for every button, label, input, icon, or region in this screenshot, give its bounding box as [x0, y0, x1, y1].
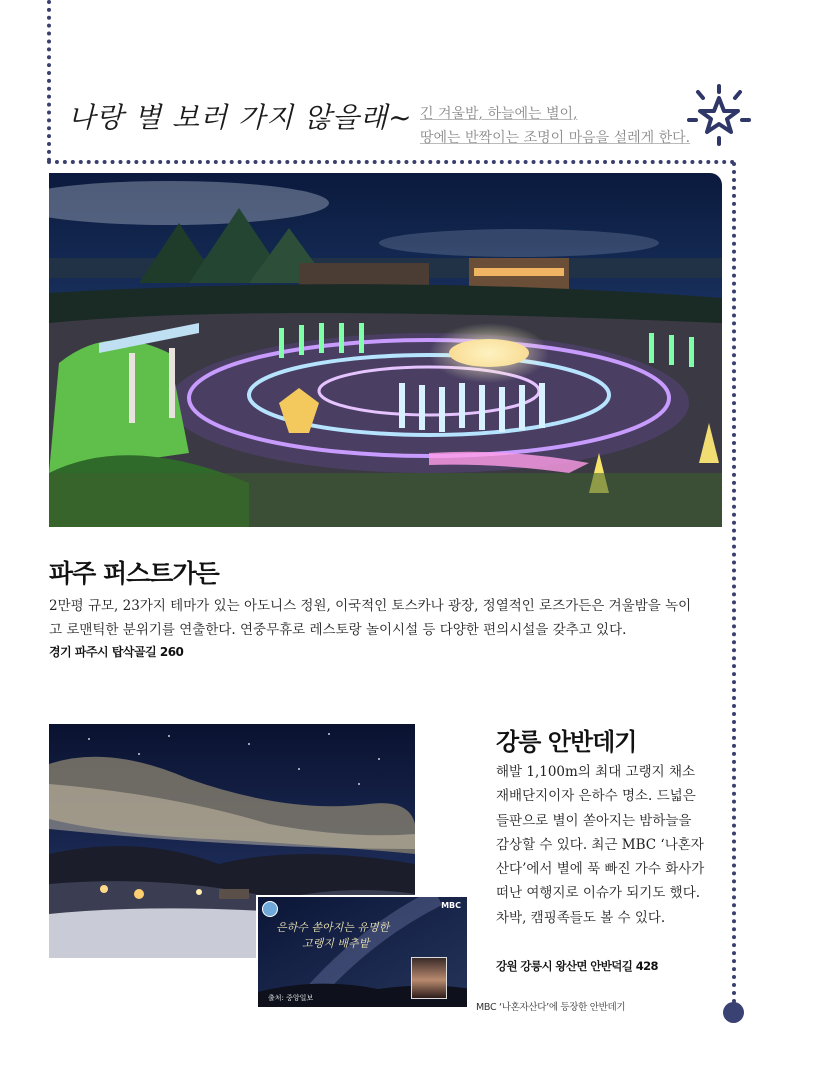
anbandegi-address: 강원 강릉시 왕산면 안반덕길 428 [496, 959, 658, 973]
tv-overlay-line-1: 은하수 쏟아지는 유명한 [276, 921, 390, 934]
header-subtitle [420, 102, 690, 150]
first-garden-title: 파주 퍼스트가든 [49, 559, 219, 588]
tv-capture-photo [256, 895, 469, 1009]
dotted-border-top [47, 160, 735, 164]
first-garden-description: 2만평 규모, 23가지 테마가 있는 아도니스 정원, 이국적인 토스카나 광장, 정열적인 로즈가든은 겨울밤을 녹이고 로맨틱한 분위기를 연출한다. 연중무휴로 레스토랑 놀이시설 등 다양한 편의시설을 갖추고 있다. [49, 598, 692, 638]
tv-program-logo [262, 901, 278, 917]
dotted-border-right [732, 162, 736, 1004]
tv-source-label: 출처: 중앙일보 [268, 994, 314, 1002]
subtitle-line-2: 땅에는 반짝이는 조명이 마음을 설레게 한다. [420, 130, 691, 146]
anbandegi-title: 강릉 안반데기 [496, 728, 637, 756]
tv-inset-portrait [411, 957, 447, 999]
subtitle-line-1: 긴 겨울밤, 하늘에는 별이, [420, 106, 578, 122]
first-garden-photo [49, 173, 722, 527]
end-dot [723, 1002, 744, 1023]
anbandegi-description: 해발 1,100m의 최대 고랭지 채소 재배단지이자 은하수 명소. 드넓은 들판으로 별이 쏟아지는 밤하늘을 감상할 수 있다. 최근 MBC ‘나혼자산다’에서 별에 푹 빠진 가수 화사가 떠난 여행지로 이슈가 되기도 했다. 차박, 캠핑족들도 볼 수 있다. [496, 764, 705, 926]
photo-caption: MBC ‘나혼자산다’에 등장한 안반데기 [476, 1002, 626, 1013]
tv-channel-label: MBC [441, 901, 461, 910]
star-burst-icon [686, 84, 752, 146]
page-headline: 나랑 별 보러 가지 않을래~ [68, 101, 413, 134]
dotted-border-left [47, 0, 51, 162]
tv-overlay-line-2: 고랭지 배추밭 [302, 937, 370, 950]
first-garden-address: 경기 파주시 탑삭골길 260 [49, 645, 184, 659]
